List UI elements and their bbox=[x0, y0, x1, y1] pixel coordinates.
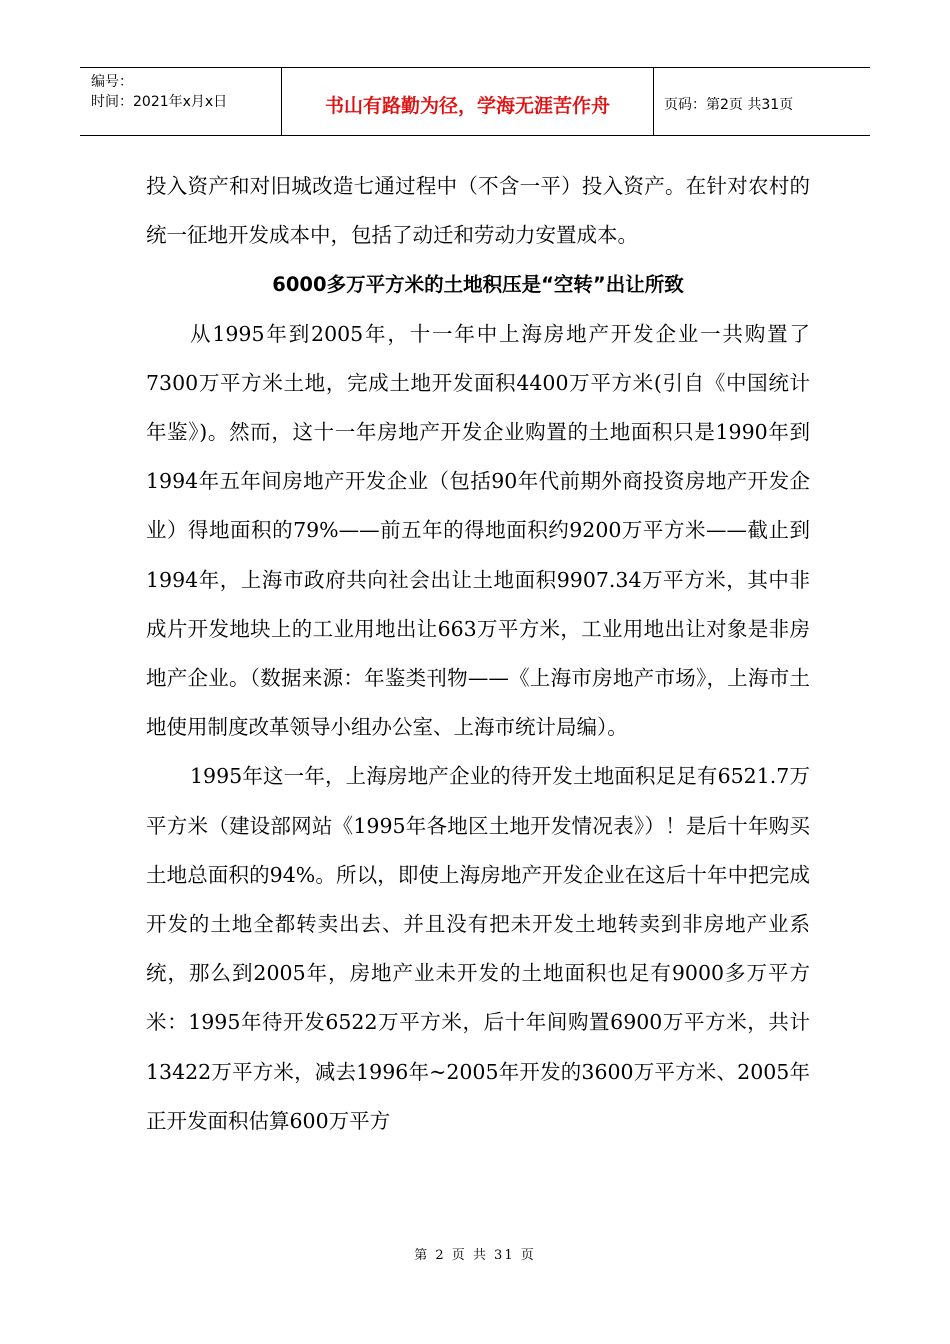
page-footer: 第 2 页 共 31 页 bbox=[414, 1248, 536, 1263]
paragraph-3: 1995年这一年，上海房地产企业的待开发土地面积足足有6521.7万平方米（建设部网站《1995年各地区土地开发情况表》）！是后十年购买土地总面积的94%。所以，即使上海房地产开发企业在这后十年中把完成开发的土地全都转卖出去、并且没有把未开发土地转卖到非房地产业系统，那么到2005年，房地产业未开发的土地面积也足有9000多万平方米：1995年待开发6522万平方米，后十年间购置6900万平方米，共计13422万平方米，减去1996年~2005年开发的3600万平方米、2005年正开发面积估算600万平方 bbox=[146, 764, 810, 1133]
paragraph-1: 投入资产和对旧城改造七通过程中（不含一平）投入资产。在针对农村的统一征地开发成本中，包括了动迁和劳动力安置成本。 bbox=[146, 174, 810, 248]
page-header bbox=[80, 67, 870, 136]
document-date-label: 时间：2021年x月x日 bbox=[91, 94, 228, 110]
paragraph-2: 从1995年到2005年，十一年中上海房地产开发企业一共购置了7300万平方米土地，完成土地开发面积4400万平方米(引自《中国统计年鉴》)。然而，这十一年房地产开发企业购置的土地面积只是1990年到1994年五年间房地产开发企业（包括90年代前期外商投资房地产开发企业）得地面积的79%——前五年的得地面积约9200万平方米——截止到1994年，上海市政府共向社会出让土地面积9907.34万平方米，其中非成片开发地块上的工业用地出让663万平方米，工业用地出让对象是非房地产企业。（数据来源：年鉴类刊物——《上海市房地产市场》，上海市土地使用制度改革领导小组办公室、上海市统计局编）。 bbox=[146, 321, 810, 740]
section-heading: 6000多万平方米的土地积压是“空转”出让所致 bbox=[272, 273, 684, 297]
header-page-info: 页码：第2页 共31页 bbox=[664, 96, 794, 113]
header-meta bbox=[80, 68, 282, 135]
document-body bbox=[146, 162, 810, 1146]
header-motto: 书山有路勤为径，学海无涯苦作舟 bbox=[282, 68, 654, 135]
document-number-label: 编号： bbox=[91, 74, 133, 90]
